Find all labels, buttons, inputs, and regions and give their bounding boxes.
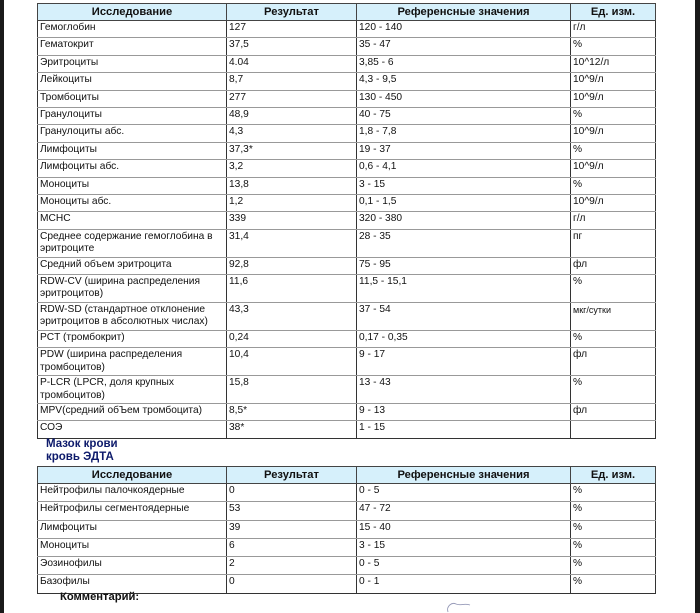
cell-reference: 3 - 15 — [357, 538, 571, 556]
cell-result: 37,5 — [227, 38, 357, 55]
table-row — [38, 177, 656, 194]
cell-result: 277 — [227, 90, 357, 107]
cell-result: 38* — [227, 421, 357, 438]
table-row — [38, 421, 656, 438]
cell-study-name: Тромбоциты — [38, 90, 227, 107]
cell-reference: 0 - 1 — [357, 575, 571, 593]
cell-reference: 28 - 35 — [357, 229, 571, 257]
table-row — [38, 194, 656, 211]
cell-unit: фл — [571, 403, 656, 420]
cell-study-name: Базофилы — [38, 575, 227, 593]
cell-unit: % — [571, 484, 656, 502]
cell-reference: 11,5 - 15,1 — [357, 274, 571, 302]
smear-section-title — [46, 438, 118, 464]
cell-reference: 120 - 140 — [357, 21, 571, 38]
cell-result: 8,7 — [227, 73, 357, 90]
cell-unit: фл — [571, 348, 656, 376]
cell-result: 4,3 — [227, 125, 357, 142]
cell-reference: 0 - 5 — [357, 557, 571, 575]
table-row — [38, 520, 656, 538]
cell-unit: 10^12/л — [571, 55, 656, 72]
table-row — [38, 90, 656, 107]
cell-study-name: Нейтрофилы сегментоядерные — [38, 502, 227, 520]
header-result: Результат — [227, 4, 357, 21]
cell-unit: г/л — [571, 21, 656, 38]
cell-unit: г/л — [571, 212, 656, 229]
cell-study-name: Средний объем эритроцита — [38, 257, 227, 274]
cell-result: 10,4 — [227, 348, 357, 376]
cell-result: 4.04 — [227, 55, 357, 72]
cell-result: 37,3* — [227, 142, 357, 159]
cell-study-name: Лимфоциты — [38, 520, 227, 538]
cell-study-name: RDW-SD (стандартное отклонение эритроцитов в абсолютных числах) — [38, 302, 227, 330]
cell-result: 2 — [227, 557, 357, 575]
header-result: Результат — [227, 467, 357, 484]
cell-result: 15,8 — [227, 376, 357, 404]
cell-result: 31,4 — [227, 229, 357, 257]
header-unit: Ед. изм. — [571, 467, 656, 484]
table-row — [38, 142, 656, 159]
header-study: Исследование — [38, 4, 227, 21]
cell-reference: 19 - 37 — [357, 142, 571, 159]
table-row — [38, 55, 656, 72]
main-results-body — [38, 21, 656, 439]
cell-study-name: СОЭ — [38, 421, 227, 438]
cell-study-name: Моноциты — [38, 177, 227, 194]
header-unit: Ед. изм. — [571, 4, 656, 21]
table-row — [38, 21, 656, 38]
header-study: Исследование — [38, 467, 227, 484]
cell-unit: % — [571, 376, 656, 404]
table-row — [38, 302, 656, 330]
cell-unit: % — [571, 520, 656, 538]
cell-reference: 40 - 75 — [357, 107, 571, 124]
table-row — [38, 274, 656, 302]
table-row — [38, 212, 656, 229]
cell-study-name: MCHC — [38, 212, 227, 229]
cell-result: 127 — [227, 21, 357, 38]
cell-study-name: Нейтрофилы палочкоядерные — [38, 484, 227, 502]
cell-study-name: Лимфоциты абс. — [38, 160, 227, 177]
cell-reference: 4,3 - 9,5 — [357, 73, 571, 90]
cell-result: 6 — [227, 538, 357, 556]
cell-result: 8,5* — [227, 403, 357, 420]
cell-unit: % — [571, 538, 656, 556]
cell-study-name: Гемоглобин — [38, 21, 227, 38]
cell-unit: 10^9/л — [571, 90, 656, 107]
cell-unit: пг — [571, 229, 656, 257]
cell-reference: 3 - 15 — [357, 177, 571, 194]
cell-unit: 10^9/л — [571, 73, 656, 90]
cell-result: 53 — [227, 502, 357, 520]
cell-unit: мкг/сутки — [571, 302, 656, 330]
table-row — [38, 502, 656, 520]
cell-result: 0,24 — [227, 330, 357, 347]
cell-unit: % — [571, 557, 656, 575]
header-reference: Референсные значения — [357, 4, 571, 21]
left-edge-bar — [0, 0, 4, 613]
cell-unit: 10^9/л — [571, 160, 656, 177]
cell-study-name: PCT (тромбокрит) — [38, 330, 227, 347]
table-row — [38, 38, 656, 55]
cell-study-name: Эритроциты — [38, 55, 227, 72]
cell-study-name: Эозинофилы — [38, 557, 227, 575]
cell-reference: 0 - 5 — [357, 484, 571, 502]
table-row — [38, 376, 656, 404]
cell-result: 92,8 — [227, 257, 357, 274]
cell-study-name: Гранулоциты — [38, 107, 227, 124]
cell-study-name: Лейкоциты — [38, 73, 227, 90]
cell-unit: фл — [571, 257, 656, 274]
cell-reference: 0,17 - 0,35 — [357, 330, 571, 347]
cell-reference: 3,85 - 6 — [357, 55, 571, 72]
comment-label: Комментарий: — [60, 591, 140, 603]
cell-result: 1,2 — [227, 194, 357, 211]
cell-unit: % — [571, 274, 656, 302]
cell-reference: 0,6 - 4,1 — [357, 160, 571, 177]
cell-reference: 13 - 43 — [357, 376, 571, 404]
main-results-table — [37, 3, 656, 439]
cell-study-name: PDW (ширина распределения тромбоцитов) — [38, 348, 227, 376]
cell-study-name: Гранулоциты абс. — [38, 125, 227, 142]
table-row — [38, 73, 656, 90]
cell-result: 339 — [227, 212, 357, 229]
cell-unit: % — [571, 177, 656, 194]
table-row — [38, 257, 656, 274]
signature-mark — [440, 600, 480, 613]
smear-results-body — [38, 484, 656, 594]
cell-reference: 35 - 47 — [357, 38, 571, 55]
cell-unit: % — [571, 142, 656, 159]
cell-unit: 10^9/л — [571, 194, 656, 211]
cell-reference: 9 - 13 — [357, 403, 571, 420]
cell-result: 3,2 — [227, 160, 357, 177]
header-reference: Референсные значения — [357, 467, 571, 484]
smear-title-line2: кровь ЭДТА — [46, 451, 114, 463]
cell-reference: 9 - 17 — [357, 348, 571, 376]
cell-unit — [571, 421, 656, 438]
cell-reference: 15 - 40 — [357, 520, 571, 538]
table-row — [38, 484, 656, 502]
cell-result: 39 — [227, 520, 357, 538]
table-row — [38, 403, 656, 420]
table-header-row — [38, 4, 656, 21]
table-row — [38, 125, 656, 142]
table-row — [38, 348, 656, 376]
cell-result: 0 — [227, 484, 357, 502]
table-row — [38, 160, 656, 177]
cell-result: 48,9 — [227, 107, 357, 124]
table-header-row — [38, 467, 656, 484]
table-row — [38, 107, 656, 124]
cell-result: 13,8 — [227, 177, 357, 194]
cell-unit: % — [571, 38, 656, 55]
cell-unit: % — [571, 575, 656, 593]
cell-study-name: MPV(средний обЪем тромбоцита) — [38, 403, 227, 420]
cell-unit: 10^9/л — [571, 125, 656, 142]
cell-study-name: Моноциты абс. — [38, 194, 227, 211]
cell-reference: 320 - 380 — [357, 212, 571, 229]
cell-result: 43,3 — [227, 302, 357, 330]
table-row — [38, 557, 656, 575]
cell-unit: % — [571, 107, 656, 124]
cell-reference: 1 - 15 — [357, 421, 571, 438]
cell-reference: 75 - 95 — [357, 257, 571, 274]
cell-reference: 130 - 450 — [357, 90, 571, 107]
cell-study-name: P-LCR (LPCR, доля крупных тромбоцитов) — [38, 376, 227, 404]
cell-study-name: Лимфоциты — [38, 142, 227, 159]
cell-study-name: RDW-CV (ширина распределения эритроцитов) — [38, 274, 227, 302]
cell-reference: 1,8 - 7,8 — [357, 125, 571, 142]
cell-reference: 37 - 54 — [357, 302, 571, 330]
cell-study-name: Среднее содержание гемоглобина в эритроците — [38, 229, 227, 257]
cell-unit: % — [571, 330, 656, 347]
table-row — [38, 330, 656, 347]
smear-title-line1: Мазок крови — [46, 438, 118, 450]
cell-result: 11,6 — [227, 274, 357, 302]
table-row — [38, 229, 656, 257]
cell-study-name: Моноциты — [38, 538, 227, 556]
right-edge-bar — [695, 0, 700, 613]
table-row — [38, 538, 656, 556]
cell-study-name: Гематокрит — [38, 38, 227, 55]
cell-reference: 47 - 72 — [357, 502, 571, 520]
cell-unit: % — [571, 502, 656, 520]
cell-reference: 0,1 - 1,5 — [357, 194, 571, 211]
cell-result: 0 — [227, 575, 357, 593]
smear-results-table — [37, 466, 656, 594]
